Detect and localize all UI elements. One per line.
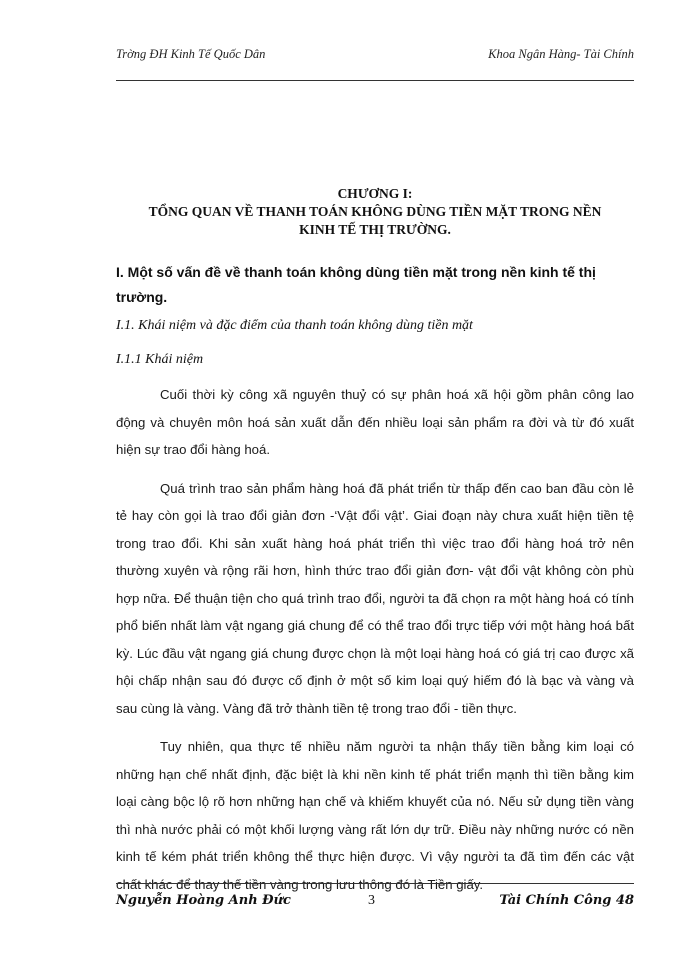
paragraph-1: Cuối thời kỳ công xã nguyên thuỷ có sự phân hoá xã hội gồm phân công lao động và chuyên môn hoá sản xuất dẫn đến nhiều loại sản phẩm ra đời và từ đó xuất hiện sự trao đổi hàng hoá. bbox=[116, 387, 634, 457]
section-title: I. Một số vấn đề về thanh toán không dùng tiền mặt trong nền kinh tế thị trường. bbox=[116, 264, 596, 305]
header-divider bbox=[116, 80, 634, 81]
subsubsection-title: I.1.1 Khái niệm bbox=[116, 352, 204, 367]
header-faculty: Khoa Ngân Hàng- Tài Chính bbox=[488, 47, 634, 61]
chapter-title-line2: KINH TẾ THỊ TRƯỜNG. bbox=[299, 222, 451, 237]
subsection-title: I.1. Khái niệm và đặc điểm của thanh toán không dùng tiền mặt bbox=[116, 318, 473, 333]
footer-author: Nguyễn Hoàng Anh Đức bbox=[116, 893, 291, 908]
chapter-heading bbox=[116, 185, 634, 239]
chapter-number: CHƯƠNG I: bbox=[337, 186, 413, 201]
page-number: 3 bbox=[368, 893, 375, 908]
chapter-title-line1: TỔNG QUAN VỀ THANH TOÁN KHÔNG DÙNG TIỀN MẶT TRONG NỀN bbox=[148, 204, 602, 219]
paragraph-2: Quá trình trao sản phẩm hàng hoá đã phát triển từ thấp đến cao ban đầu còn lẻ tẻ hay còn gọi là trao đổi giản đơn -‘Vật đổi vật’. Giai đoạn này chưa xuất hiện tiền tệ trong trao đổi. Khi sản xuất hàng hoá phát triển thì việc trao đổi hàng hoá trở nên thường xuyên và rộng rãi hơn, hình thức trao đổi giản đơn- vật đổi vật không còn phù hợp nữa. Để thuận tiện cho quá trình trao đổi, người ta đã chọn ra một hàng hoá có tính phổ biến nhất làm vật ngang giá chung để có thể trao đổi trực tiếp với một hàng hoá bất kỳ. Lúc đầu vật ngang giá chung được chọn là một loại hàng hoá có giá trị cao được xã hội chấp nhận sau đó được cố định ở một số kim loại quý hiếm đó là bạc và vàng và sau cùng là vàng. Vàng đã trở thành tiền tệ trong trao đổi - tiền thực. bbox=[116, 480, 634, 716]
body-text bbox=[116, 381, 634, 909]
paragraph-3: Tuy nhiên, qua thực tế nhiều năm người ta nhận thấy tiền bằng kim loại có những hạn chế nhất định, đặc biệt là khi nền kinh tế phát triển mạnh thì tiền bằng kim loại càng bộc lộ rõ hơn những hạn chế và khiếm khuyết của nó. Nếu sử dụng tiền vàng thì nhà nước phải có một khối lượng vàng rất lớn dự trữ. Điều này những nước có nền kinh tế kém phát triển không thể thực hiện được. Vì vậy người ta đã tìm đến các vật chất khác để thay thế tiền vàng trong lưu thông đó là Tiền giấy. bbox=[116, 739, 634, 892]
footer-class: Tài Chính Công 48 bbox=[499, 893, 634, 908]
header-university: Trờng ĐH Kinh Tế Quốc Dân bbox=[116, 47, 266, 61]
footer-divider bbox=[116, 883, 634, 884]
